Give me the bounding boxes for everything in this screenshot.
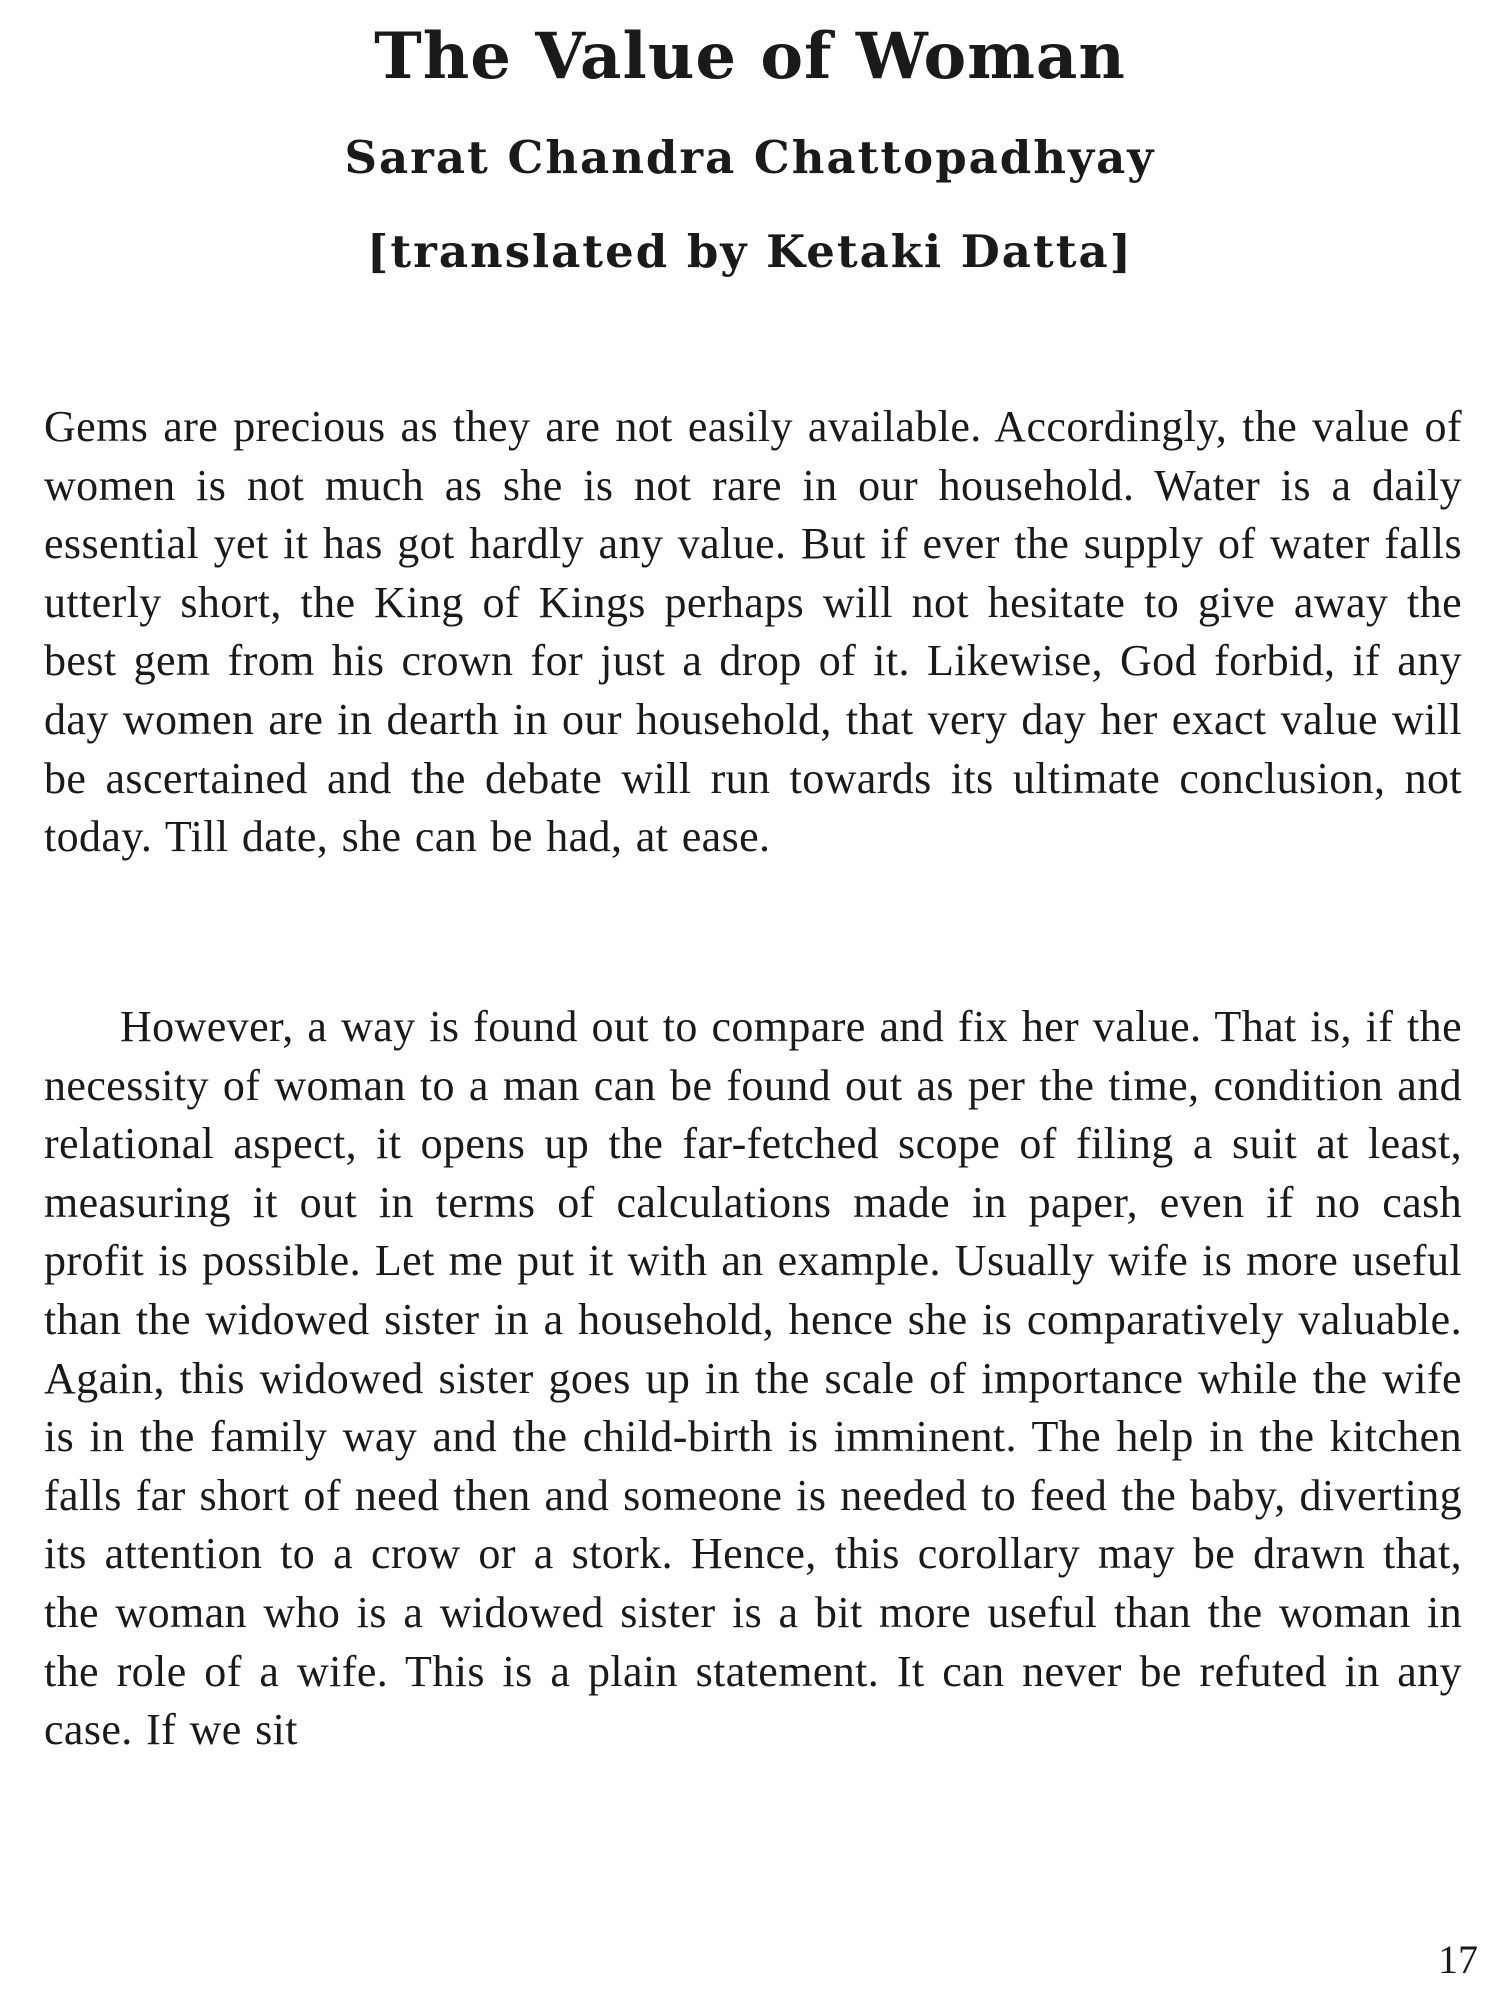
author-name: Sarat Chandra Chattopadhyay [344,131,1156,184]
body-paragraph-1: Gems are precious as they are not easily available. Accordingly, the value of women is not much as she is not rare in our household. Water is a daily essential yet it has got hardly any value. But if ever the supply of water falls utterly short, the King of Kings perhaps will not hesitate to give away the best gem from his crown for just a drop of it. Likewise, God forbid, if any day women are in dearth in our household, that very day her exact value will be ascertained and the debate will run towards its ultimate conclusion, not today. Till date, she can be had, at ease. [44,402,1462,862]
translator-note: [translated by Ketaki Datta] [367,225,1133,278]
page-number: 17 [1438,1937,1478,1982]
body-paragraph-2: However, a way is found out to compare and fix her value. That is, if the necessity of woman to a man can be found out as per the time, condition and relational aspect, it opens up the far-fetched scope of filing a suit at least, measuring it out in terms of calculations made in paper, even if no cash profit is possible. Let me put it with an example. Usually wife is more useful than the widowed sister in a household, hence she is comparatively valuable. Again, this widowed sister goes up in the scale of importance while the wife is in the family way and the child-birth is imminent. The help in the kitchen falls far short of need then and someone is needed to feed the baby, diverting its attention to a crow or a stork. Hence, this corollary may be drawn that, the woman who is a widowed sister is a bit more useful than the woman in the role of a wife. This is a plain statement. It can never be refuted in any case. If we sit [44,1002,1462,1755]
page-title: The Value of Woman [374,19,1126,94]
